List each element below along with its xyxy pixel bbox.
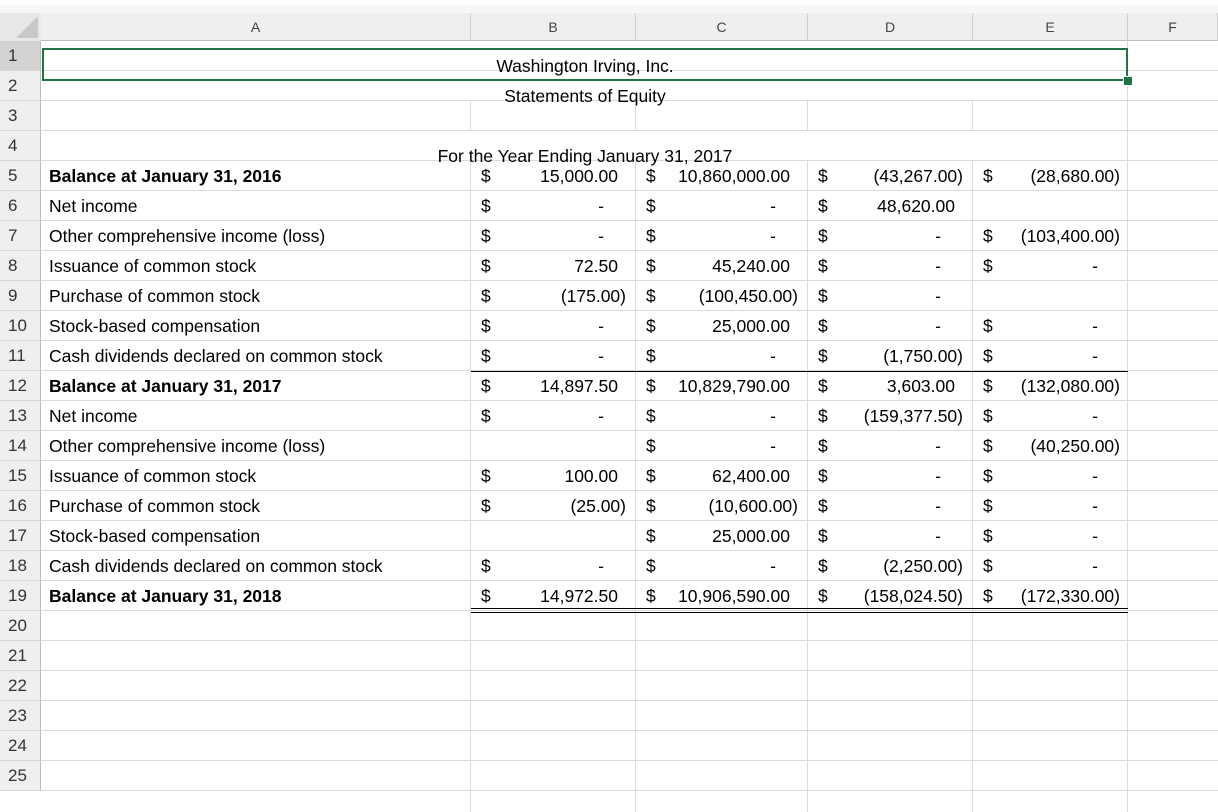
- amount-cell[interactable]: -: [770, 436, 776, 456]
- amount-cell[interactable]: -: [598, 406, 604, 426]
- row-header-20[interactable]: 20: [0, 611, 41, 641]
- amount-cell[interactable]: -: [1092, 346, 1098, 366]
- currency-symbol: $: [818, 466, 828, 486]
- currency-symbol: $: [818, 406, 828, 426]
- row-header-15[interactable]: 15: [0, 461, 41, 491]
- amount-cell[interactable]: -: [598, 316, 604, 336]
- row-header-23[interactable]: 23: [0, 701, 41, 731]
- amount-cell[interactable]: (175.00): [560, 286, 626, 306]
- row-header-10[interactable]: 10: [0, 311, 41, 341]
- row-label[interactable]: Purchase of common stock: [49, 286, 261, 306]
- currency-symbol: $: [983, 556, 993, 576]
- amount-cell[interactable]: -: [598, 226, 604, 246]
- row-label[interactable]: Cash dividends declared on common stock: [49, 346, 383, 366]
- currency-symbol: $: [481, 316, 491, 336]
- currency-symbol: $: [818, 496, 828, 516]
- currency-symbol: $: [646, 316, 656, 336]
- currency-symbol: $: [818, 556, 828, 576]
- amount-cell[interactable]: -: [598, 196, 604, 216]
- amount-cell[interactable]: -: [770, 556, 776, 576]
- amount-cell[interactable]: 100.00: [564, 466, 618, 486]
- row-header-8[interactable]: 8: [0, 251, 41, 281]
- currency-symbol: $: [818, 316, 828, 336]
- amount-cell[interactable]: -: [1092, 316, 1098, 336]
- row-header-14[interactable]: 14: [0, 431, 41, 461]
- currency-symbol: $: [983, 256, 993, 276]
- row-header-25[interactable]: 25: [0, 761, 41, 791]
- currency-symbol: $: [646, 586, 656, 606]
- row-gridline: [41, 490, 1218, 491]
- row-gridline: [41, 430, 1218, 431]
- select-all-corner[interactable]: [0, 13, 41, 41]
- row-gridline: [41, 220, 1218, 221]
- row-header-13[interactable]: 13: [0, 401, 41, 431]
- amount-cell[interactable]: 25,000.00: [712, 526, 790, 546]
- amount-cell[interactable]: (158,024.50): [863, 586, 963, 606]
- row-header-19[interactable]: 19: [0, 581, 41, 611]
- row-header-17[interactable]: 17: [0, 521, 41, 551]
- amount-cell[interactable]: -: [770, 346, 776, 366]
- row-gridline: [41, 280, 1218, 281]
- row-gridline: [41, 670, 1218, 671]
- row-header-5[interactable]: 5: [0, 161, 41, 191]
- row-label[interactable]: Balance at January 31, 2017: [49, 376, 282, 396]
- currency-symbol: $: [646, 406, 656, 426]
- amount-cell[interactable]: -: [935, 316, 941, 336]
- currency-symbol: $: [983, 376, 993, 396]
- amount-cell[interactable]: 3,603.00: [886, 376, 955, 396]
- row-header-21[interactable]: 21: [0, 641, 41, 671]
- currency-symbol: $: [983, 226, 993, 246]
- currency-symbol: $: [818, 346, 828, 366]
- amount-cell[interactable]: (159,377.50): [863, 406, 963, 426]
- row-header-1[interactable]: 1: [0, 41, 41, 71]
- currency-symbol: $: [818, 586, 828, 606]
- amount-cell[interactable]: -: [935, 436, 941, 456]
- amount-cell[interactable]: -: [935, 526, 941, 546]
- statement-title-cell[interactable]: Statements of Equity: [504, 86, 666, 106]
- row-gridline: [41, 760, 1218, 761]
- subtotal-border: [471, 371, 1128, 372]
- row-gridline: [41, 190, 1218, 191]
- row-gridline: [41, 460, 1218, 461]
- amount-cell[interactable]: -: [935, 466, 941, 486]
- row-header-4[interactable]: 4: [0, 131, 41, 161]
- amount-cell[interactable]: 14,972.50: [540, 586, 618, 606]
- currency-symbol: $: [818, 166, 828, 186]
- currency-symbol: $: [481, 376, 491, 396]
- currency-symbol: $: [481, 166, 491, 186]
- currency-symbol: $: [481, 346, 491, 366]
- row-label[interactable]: Other comprehensive income (loss): [49, 226, 326, 246]
- currency-symbol: $: [646, 556, 656, 576]
- column-header-f[interactable]: F: [1128, 13, 1218, 41]
- currency-symbol: $: [481, 196, 491, 216]
- row-gridline: [41, 520, 1218, 521]
- currency-symbol: $: [983, 466, 993, 486]
- row-header-6[interactable]: 6: [0, 191, 41, 221]
- currency-symbol: $: [481, 556, 491, 576]
- currency-symbol: $: [818, 526, 828, 546]
- row-header-24[interactable]: 24: [0, 731, 41, 761]
- amount-cell[interactable]: -: [1092, 496, 1098, 516]
- amount-cell[interactable]: -: [935, 496, 941, 516]
- amount-cell[interactable]: -: [1092, 256, 1098, 276]
- amount-cell[interactable]: 45,240.00: [712, 256, 790, 276]
- row-gridline: [41, 310, 1218, 311]
- currency-symbol: $: [646, 436, 656, 456]
- currency-symbol: $: [818, 436, 828, 456]
- row-header-18[interactable]: 18: [0, 551, 41, 581]
- row-header-11[interactable]: 11: [0, 341, 41, 371]
- row-header-16[interactable]: 16: [0, 491, 41, 521]
- select-all-triangle: [16, 16, 38, 38]
- row-header-22[interactable]: 22: [0, 671, 41, 701]
- currency-symbol: $: [646, 466, 656, 486]
- currency-symbol: $: [481, 496, 491, 516]
- amount-cell[interactable]: (10,600.00): [708, 496, 798, 516]
- amount-cell[interactable]: -: [1092, 526, 1098, 546]
- row-label[interactable]: Balance at January 31, 2016: [49, 166, 282, 186]
- fill-handle[interactable]: [1123, 76, 1133, 86]
- amount-cell[interactable]: -: [935, 226, 941, 246]
- amount-cell[interactable]: -: [770, 226, 776, 246]
- currency-symbol: $: [481, 406, 491, 426]
- currency-symbol: $: [983, 346, 993, 366]
- amount-cell[interactable]: -: [1092, 556, 1098, 576]
- currency-symbol: $: [481, 256, 491, 276]
- currency-symbol: $: [818, 286, 828, 306]
- row-gridline: [41, 640, 1218, 641]
- currency-symbol: $: [983, 586, 993, 606]
- currency-symbol: $: [481, 466, 491, 486]
- amount-cell[interactable]: (40,250.00): [1030, 436, 1120, 456]
- column-header-a[interactable]: A: [41, 13, 471, 41]
- row-gridline: [41, 550, 1218, 551]
- row-header-2[interactable]: 2: [0, 71, 41, 101]
- currency-symbol: $: [646, 196, 656, 216]
- amount-cell[interactable]: -: [598, 346, 604, 366]
- amount-cell[interactable]: (132,080.00): [1020, 376, 1120, 396]
- amount-cell[interactable]: -: [770, 196, 776, 216]
- row-label[interactable]: Balance at January 31, 2018: [49, 586, 282, 606]
- currency-symbol: $: [646, 346, 656, 366]
- currency-symbol: $: [818, 256, 828, 276]
- currency-symbol: $: [646, 496, 656, 516]
- row-label[interactable]: Cash dividends declared on common stock: [49, 556, 383, 576]
- amount-cell[interactable]: -: [935, 286, 941, 306]
- row-header-12[interactable]: 12: [0, 371, 41, 401]
- currency-symbol: $: [983, 406, 993, 426]
- row-label[interactable]: Stock-based compensation: [49, 316, 261, 336]
- amount-cell[interactable]: 25,000.00: [712, 316, 790, 336]
- currency-symbol: $: [481, 586, 491, 606]
- row-label[interactable]: Issuance of common stock: [49, 466, 257, 486]
- currency-symbol: $: [646, 226, 656, 246]
- column-header-c[interactable]: C: [636, 13, 808, 41]
- amount-cell[interactable]: 10,906,590.00: [678, 586, 790, 606]
- currency-symbol: $: [818, 196, 828, 216]
- currency-symbol: $: [646, 286, 656, 306]
- currency-symbol: $: [481, 226, 491, 246]
- amount-cell[interactable]: (43,267.00): [873, 166, 963, 186]
- amount-cell[interactable]: 10,829,790.00: [678, 376, 790, 396]
- amount-cell[interactable]: -: [1092, 406, 1098, 426]
- currency-symbol: $: [646, 526, 656, 546]
- column-header-b[interactable]: B: [471, 13, 636, 41]
- column-header-e[interactable]: E: [973, 13, 1128, 41]
- amount-cell[interactable]: 62,400.00: [712, 466, 790, 486]
- row-label[interactable]: Issuance of common stock: [49, 256, 257, 276]
- row-gridline: [41, 340, 1218, 341]
- amount-cell[interactable]: 48,620.00: [877, 196, 955, 216]
- row-header-9[interactable]: 9: [0, 281, 41, 311]
- amount-cell[interactable]: -: [1092, 466, 1098, 486]
- amount-cell[interactable]: -: [935, 256, 941, 276]
- currency-symbol: $: [646, 376, 656, 396]
- currency-symbol: $: [818, 226, 828, 246]
- currency-symbol: $: [983, 316, 993, 336]
- amount-cell[interactable]: 15,000.00: [540, 166, 618, 186]
- currency-symbol: $: [818, 376, 828, 396]
- currency-symbol: $: [983, 496, 993, 516]
- row-label[interactable]: Net income: [49, 196, 138, 216]
- amount-cell[interactable]: (103,400.00): [1020, 226, 1120, 246]
- row-gridline: [41, 700, 1218, 701]
- amount-cell[interactable]: (25.00): [570, 496, 626, 516]
- currency-symbol: $: [983, 526, 993, 546]
- row-gridline: [41, 730, 1218, 731]
- row-label[interactable]: Other comprehensive income (loss): [49, 436, 326, 456]
- row-gridline: [41, 400, 1218, 401]
- amount-cell[interactable]: (172,330.00): [1020, 586, 1120, 606]
- selected-range-A1-E1[interactable]: [42, 48, 1128, 81]
- total-double-border: [471, 608, 1128, 613]
- row-gridline: [41, 250, 1218, 251]
- amount-cell[interactable]: -: [598, 556, 604, 576]
- currency-symbol: $: [481, 286, 491, 306]
- row-gridline: [41, 790, 1218, 791]
- amount-cell[interactable]: (2,250.00): [883, 556, 963, 576]
- row-header-3[interactable]: 3: [0, 101, 41, 131]
- row-label[interactable]: Purchase of common stock: [49, 496, 261, 516]
- row-gridline: [41, 580, 1218, 581]
- amount-cell[interactable]: (100,450.00): [698, 286, 798, 306]
- row-label[interactable]: Net income: [49, 406, 138, 426]
- amount-cell[interactable]: -: [770, 406, 776, 426]
- amount-cell[interactable]: (1,750.00): [883, 346, 963, 366]
- currency-symbol: $: [983, 436, 993, 456]
- amount-cell[interactable]: 10,860,000.00: [678, 166, 790, 186]
- column-header-d[interactable]: D: [808, 13, 973, 41]
- currency-symbol: $: [646, 256, 656, 276]
- company-name-cell[interactable]: Washington Irving, Inc.: [496, 56, 674, 76]
- amount-cell[interactable]: (28,680.00): [1030, 166, 1120, 186]
- currency-symbol: $: [983, 166, 993, 186]
- period-cell[interactable]: For the Year Ending January 31, 2017: [437, 146, 733, 166]
- currency-symbol: $: [646, 166, 656, 186]
- row-header-7[interactable]: 7: [0, 221, 41, 251]
- amount-cell[interactable]: 14,897.50: [540, 376, 618, 396]
- row-label[interactable]: Stock-based compensation: [49, 526, 261, 546]
- amount-cell[interactable]: 72.50: [574, 256, 618, 276]
